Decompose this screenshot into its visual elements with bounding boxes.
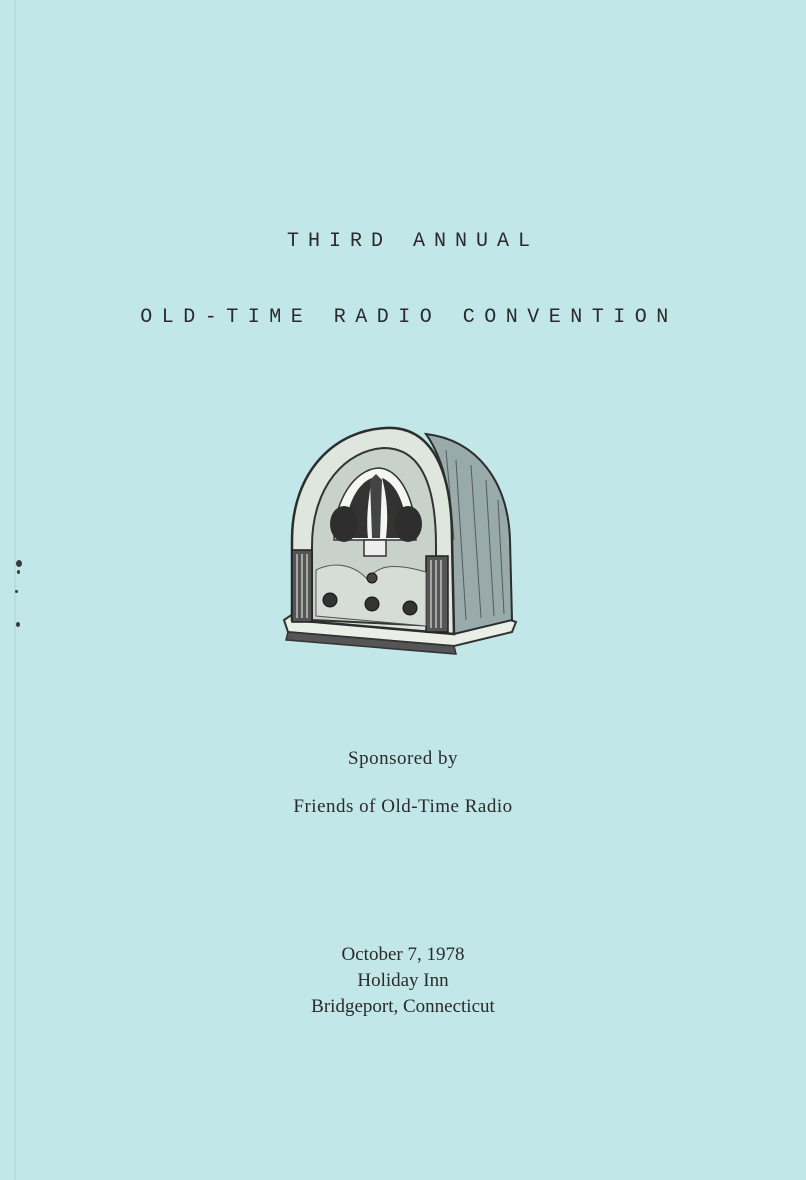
sponsor-name: Friends of Old-Time Radio bbox=[293, 796, 513, 817]
binding-holes bbox=[14, 560, 24, 640]
heading-line-1: THIRD ANNUAL bbox=[286, 230, 540, 253]
sponsored-by-label: Sponsored by bbox=[348, 748, 458, 769]
heading-line-2: OLD-TIME RADIO CONVENTION bbox=[140, 306, 678, 329]
cathedral-radio-icon bbox=[276, 420, 526, 660]
event-venue: Holiday Inn bbox=[357, 970, 449, 991]
event-location: Bridgeport, Connecticut bbox=[311, 996, 495, 1017]
event-date: October 7, 1978 bbox=[341, 944, 465, 965]
